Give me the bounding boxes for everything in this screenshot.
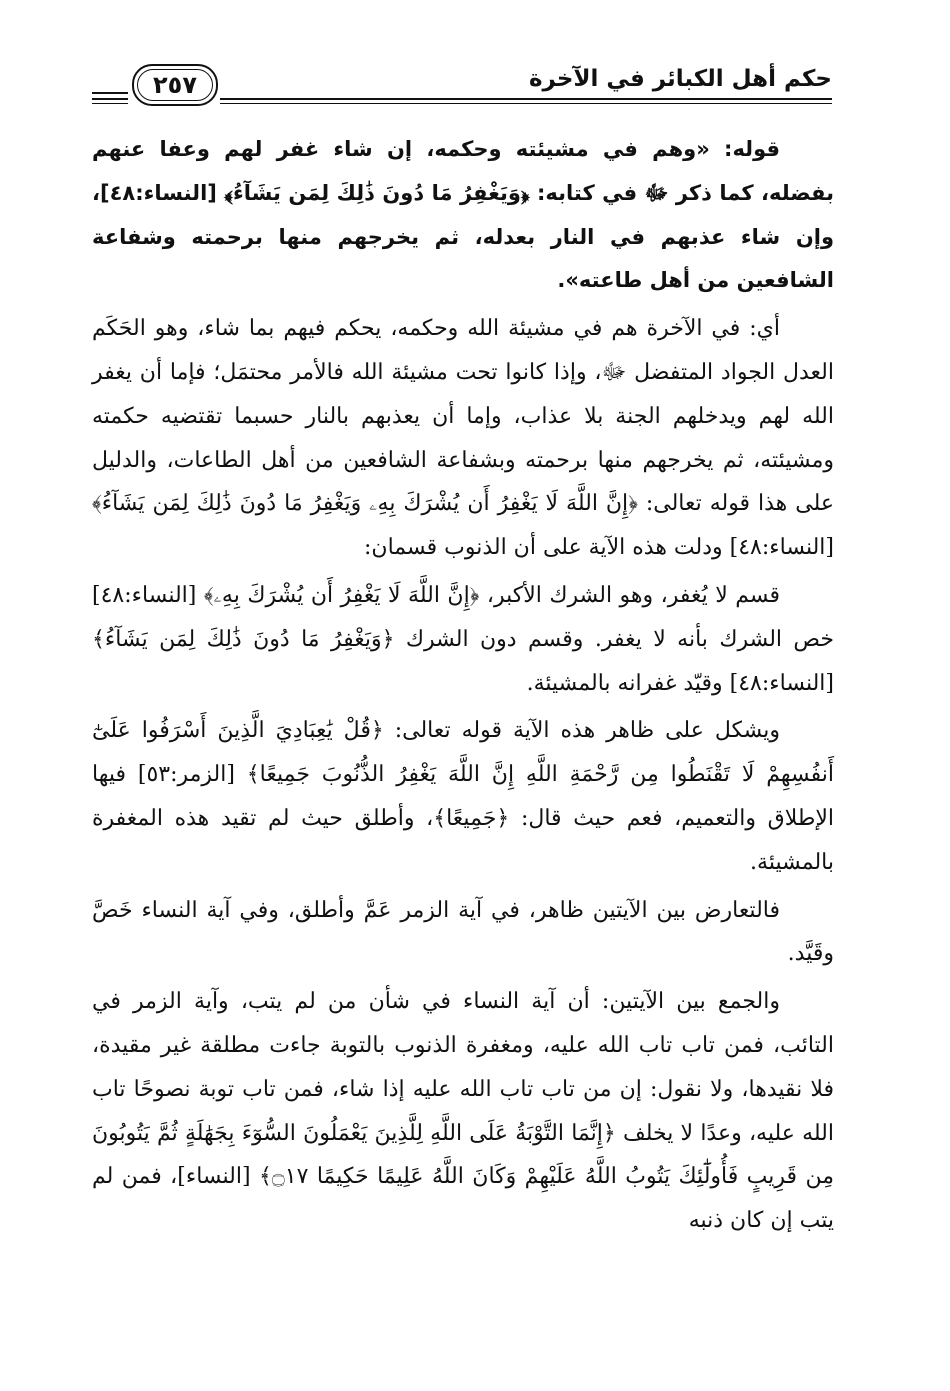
commentary-paragraph: فالتعارض بين الآيتين ظاهر، في آية الزمر عَمَّ وأطلق، وفي آية النساء خَصَّ وقَيَّد.: [92, 897, 834, 967]
commentary-paragraph: والجمع بين الآيتين: أن آية النساء في شأن من لم يتب، وآية الزمر في التائب، فمن تاب تاب الله عليه، ومغفرة الذنوب بالتوبة جاءت مطلقة غير مقيدة، فلا نقيدها، ولا نقول: إن من تاب تاب الله عليه إذا شاء، فمن تاب توبة نصوحًا تاب الله عليه، وعدًا لا يخلف ﴿إِنَّمَا التَّوْبَةُ عَلَى اللَّهِ لِلَّذِينَ يَعْمَلُونَ السُّوٓءَ بِجَهَٰلَةٍ ثُمَّ يَتُوبُونَ مِن قَرِيبٍ فَأُولَٰٓئِكَ يَتُوبُ اللَّهُ عَلَيْهِمْ وَكَانَ اللَّهُ عَلِيمًا حَكِيمًا ۝١٧﴾ [النساء]، فمن لم يتب إن كان ذنبه: [92, 989, 835, 1234]
commentary-paragraph: أي: في الآخرة هم في مشيئة الله وحكمه، يحكم فيهم بما شاء، وهو الحَكَم العدل الجواد المتفضل ﷻ، وإذا كانوا تحت مشيئة الله فالأمر محتمَل؛ فإما أن يغفر الله لهم ويدخلهم الجنة بلا عذاب، وإما أن يعذبهم بالنار حسبما تقتضيه حكمته ومشيئته، ثم يخرجهم منها برحمته وبشفاعة الشافعين من أهل الطاعات، والدليل على هذا قوله تعالى: ﴿إِنَّ اللَّهَ لَا يَغْفِرُ أَن يُشْرَكَ بِهِۦ وَيَغْفِرُ مَا دُونَ ذَٰلِكَ لِمَن يَشَآءُ﴾ [النساء:٤٨] ودلت هذه الآية على أن الذنوب قسمان:: [92, 316, 834, 561]
page-body: [92, 128, 834, 1247]
header-title: حكم أهل الكبائر في الآخرة: [528, 66, 832, 92]
header-rule: [92, 98, 128, 100]
quoted-text-paragraph: قوله: «وهم في مشيئته وحكمه، إن شاء غفر لهم وعفا عنهم بفضله، كما ذكر ﷻ في كتابه: ﴿وَيَغْفِرُ مَا دُونَ ذَٰلِكَ لِمَن يَشَآءُ﴾ [النساء:٤٨]، وإن شاء عذبهم في النار بعدله، ثم يخرجهم منها برحمته وشفاعة الشافعين من أهل طاعته».: [92, 137, 834, 293]
commentary-paragraph: قسم لا يُغفر، وهو الشرك الأكبر، ﴿إِنَّ اللَّهَ لَا يَغْفِرُ أَن يُشْرَكَ بِهِۦ﴾ [النساء:٤٨] خص الشرك بأنه لا يغفر. وقسم دون الشرك ﴿وَيَغْفِرُ مَا دُونَ ذَٰلِكَ لِمَن يَشَآءُ﴾ [النساء:٤٨] وقيّد غفرانه بالمشيئة.: [92, 582, 834, 696]
commentary-paragraph: ويشكل على ظاهر هذه الآية قوله تعالى: ﴿قُلْ يَٰعِبَادِيَ الَّذِينَ أَسْرَفُوا عَلَىٰٓ أَنفُسِهِمْ لَا تَقْنَطُوا مِن رَّحْمَةِ اللَّهِ إِنَّ اللَّهَ يَغْفِرُ الذُّنُوبَ جَمِيعًا﴾ [الزمر:٥٣] فيها الإطلاق والتعميم، فعم حيث قال: ﴿جَمِيعًا﴾، وأطلق حيث لم تقيد هذه المغفرة بالمشيئة.: [92, 718, 835, 875]
header-rule: [220, 98, 832, 100]
header-rule: [220, 103, 832, 104]
running-header: [92, 62, 832, 112]
page-number-badge: ٢٥٧: [132, 64, 218, 106]
header-rule: [92, 92, 128, 94]
header-rule: [92, 103, 128, 104]
